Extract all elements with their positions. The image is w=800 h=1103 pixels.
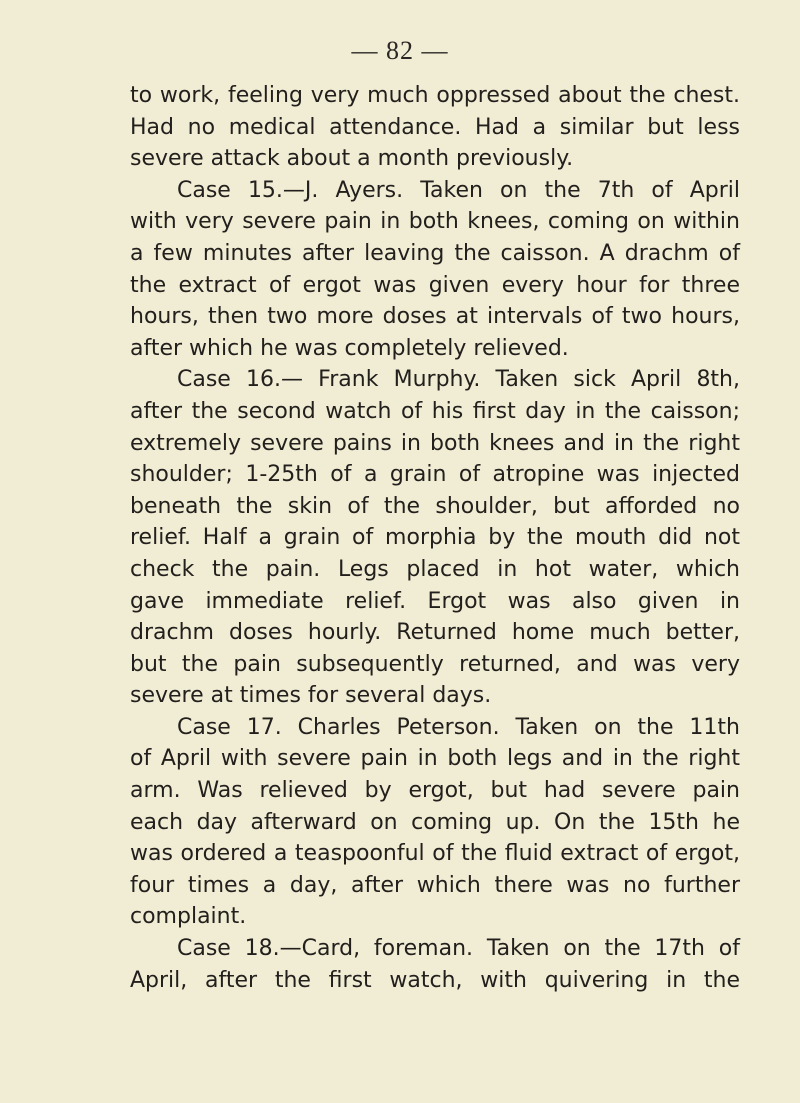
text-line: four times a day, after which there was no further <box>130 872 740 898</box>
text-line: April, after the first watch, with quivering in the <box>130 967 740 993</box>
text-line: Had no medical attendance. Had a similar but less <box>130 114 740 140</box>
text-line: shoulder; 1-25th of a grain of atropine was injected <box>130 462 740 488</box>
page-number: — 82 — <box>351 36 449 65</box>
text-line: check the pain. Legs placed in hot water, which <box>130 556 740 582</box>
text-line: severe at times for several days. <box>130 683 492 709</box>
text-line: Case 18.—Card, foreman. Taken on the 17th of <box>177 936 740 962</box>
text-line: relief. Half a grain of morphia by the mouth did not <box>130 525 740 551</box>
text-line: a few minutes after leaving the caisson. A drachm of <box>130 240 740 266</box>
text-line: after the second watch of his first day in the caisson; <box>130 398 740 424</box>
text-line: but the pain subsequently returned, and was very <box>130 651 740 677</box>
text-line: Case 15.—J. Ayers. Taken on the 7th of April <box>177 177 740 203</box>
text-line: to work, feeling very much oppressed about the chest. <box>130 83 740 108</box>
text-line: each day afterward on coming up. On the 15th he <box>130 809 740 835</box>
text-line: complaint. <box>130 904 247 930</box>
body-text <box>130 80 740 996</box>
text-line: beneath the skin of the shoulder, but afforded no <box>130 493 740 519</box>
text-line: gave immediate relief. Ergot was also given in <box>130 588 740 614</box>
text-line: Case 16.— Frank Murphy. Taken sick April 8th, <box>177 367 740 393</box>
text-line: was ordered a teaspoonful of the fluid extract of ergot, <box>130 841 740 867</box>
text-line: arm. Was relieved by ergot, but had severe pain <box>130 778 740 804</box>
text-line: hours, then two more doses at intervals of two hours, <box>130 304 740 330</box>
text-line: of April with severe pain in both legs and in the right <box>130 746 740 772</box>
text-line: with very severe pain in both knees, coming on within <box>130 209 740 235</box>
text-line: extremely severe pains in both knees and in the right <box>130 430 740 456</box>
text-line: drachm doses hourly. Returned home much better, <box>130 620 740 646</box>
text-line: severe attack about a month previously. <box>130 146 574 172</box>
text-line: the extract of ergot was given every hour for three <box>130 272 740 298</box>
text-line: Case 17. Charles Peterson. Taken on the 11th <box>177 714 740 740</box>
text-line: after which he was completely relieved. <box>130 335 569 361</box>
